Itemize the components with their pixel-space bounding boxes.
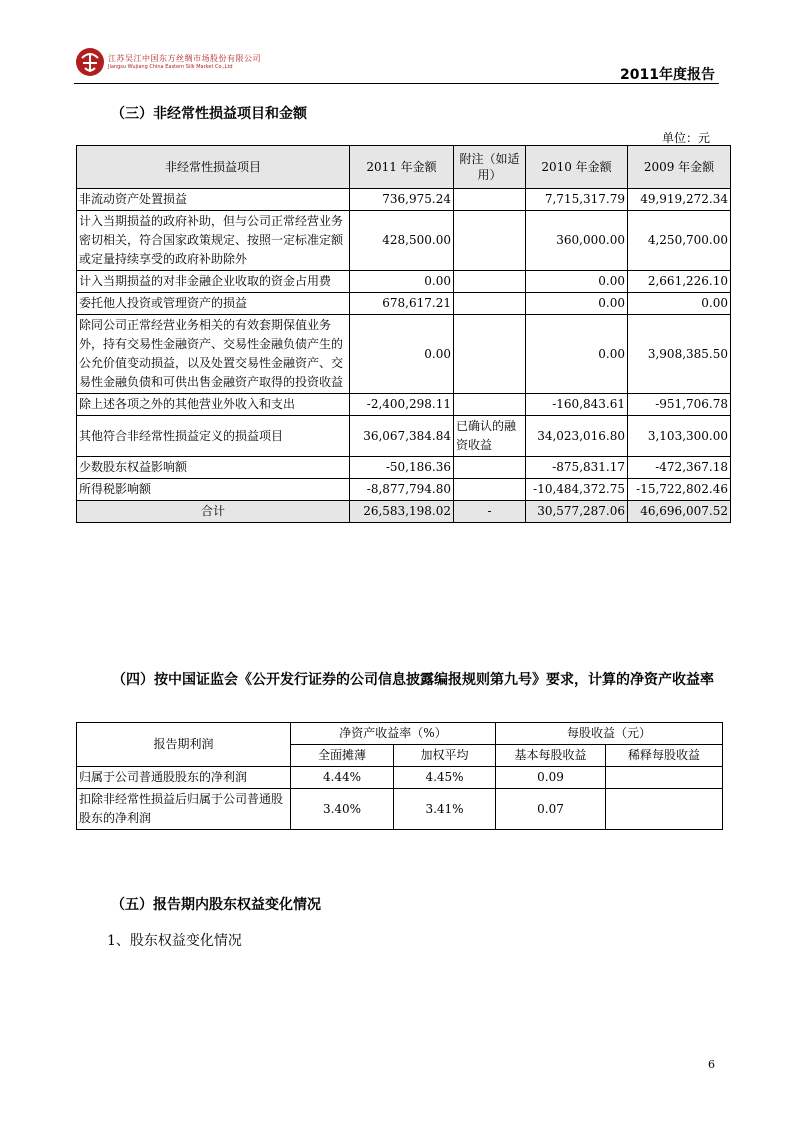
col-header-2009: 2009 年金额 [628, 146, 731, 189]
nonrecurring-items-table [76, 145, 731, 523]
value-2010: 0.00 [526, 271, 628, 293]
row-item: 非流动资产处置损益 [77, 189, 350, 211]
roe-header-row [77, 723, 723, 745]
value-2010: 0.00 [526, 315, 628, 394]
value-full-dilution: 3.40% [291, 789, 394, 830]
page-number: 6 [708, 1058, 715, 1071]
value-2009: 2,661,226.10 [628, 271, 731, 293]
value-2010: -10,484,372.75 [526, 479, 628, 501]
head-eps: 每股收益（元） [496, 723, 723, 745]
table-total-row [77, 501, 731, 523]
value-full-dilution: 4.44% [291, 767, 394, 789]
total-2009: 46,696,007.52 [628, 501, 731, 523]
value-2009: -472,367.18 [628, 457, 731, 479]
value-2009: 3,908,385.50 [628, 315, 731, 394]
note [454, 271, 526, 293]
company-name-cn: 江苏吴江中国东方丝绸市场股份有限公司 [108, 54, 261, 63]
value-2011: 0.00 [350, 271, 454, 293]
row-item: 所得税影响额 [77, 479, 350, 501]
value-diluted-eps [606, 767, 723, 789]
row-label: 扣除非经常性损益后归属于公司普通股股东的净利润 [77, 789, 291, 830]
report-title: 2011年度报告 [620, 67, 715, 83]
subhead-full-dilution: 全面摊薄 [291, 745, 394, 767]
value-weighted: 4.45% [394, 767, 496, 789]
value-2011: -2,400,298.11 [350, 394, 454, 416]
note [454, 211, 526, 271]
row-item: 除上述各项之外的其他营业外收入和支出 [77, 394, 350, 416]
table-row [77, 211, 731, 271]
table-row [77, 315, 731, 394]
unit-label: 单位：元 [662, 131, 711, 145]
row-item: 委托他人投资或管理资产的损益 [77, 293, 350, 315]
table-row [77, 767, 723, 789]
value-basic-eps: 0.09 [496, 767, 606, 789]
row-item: 其他符合非经常性损益定义的损益项目 [77, 416, 350, 457]
head-roe: 净资产收益率（%） [291, 723, 496, 745]
value-2009: 4,250,700.00 [628, 211, 731, 271]
roe-table [76, 722, 723, 830]
value-2010: 7,715,317.79 [526, 189, 628, 211]
company-logo-icon [74, 46, 106, 78]
value-2009: 49,919,272.34 [628, 189, 731, 211]
table-row [77, 394, 731, 416]
page-header [74, 44, 719, 82]
value-2010: 360,000.00 [526, 211, 628, 271]
table-row [77, 479, 731, 501]
row-item: 少数股东权益影响额 [77, 457, 350, 479]
value-2011: 736,975.24 [350, 189, 454, 211]
company-name-en: Jiangsu Wujiang China Eastern Silk Market Co.,Ltd [108, 64, 233, 70]
table-row [77, 271, 731, 293]
total-2010: 30,577,287.06 [526, 501, 628, 523]
section4-title [76, 668, 721, 693]
value-2011: 36,067,384.84 [350, 416, 454, 457]
subhead-weighted: 加权平均 [394, 745, 496, 767]
table-row [77, 789, 723, 830]
value-diluted-eps [606, 789, 723, 830]
value-2009: -15,722,802.46 [628, 479, 731, 501]
value-2010: -875,831.17 [526, 457, 628, 479]
note [454, 394, 526, 416]
value-2011: 678,617.21 [350, 293, 454, 315]
value-2011: 0.00 [350, 315, 454, 394]
value-2011: -50,186.36 [350, 457, 454, 479]
note [454, 189, 526, 211]
row-item: 除同公司正常经营业务相关的有效套期保值业务外，持有交易性金融资产、交易性金融负债产生的公允价值变动损益，以及处置交易性金融资产、交易性金融负债和可供出售金融资产取得的投资收益 [77, 315, 350, 394]
head-period: 报告期利润 [77, 723, 291, 767]
row-label: 归属于公司普通股股东的净利润 [77, 767, 291, 789]
col-header-note: 附注（如适用） [454, 146, 526, 189]
table-header-row [77, 146, 731, 189]
note [454, 293, 526, 315]
value-2010: -160,843.61 [526, 394, 628, 416]
note [454, 315, 526, 394]
col-header-2011: 2011 年金额 [350, 146, 454, 189]
col-header-item: 非经常性损益项目 [77, 146, 350, 189]
section5-title: （五）报告期内股东权益变化情况 [111, 897, 321, 913]
subhead-diluted-eps: 稀释每股收益 [606, 745, 723, 767]
note [454, 457, 526, 479]
value-2009: 0.00 [628, 293, 731, 315]
value-2011: 428,500.00 [350, 211, 454, 271]
header-divider [74, 83, 719, 84]
value-2011: -8,877,794.80 [350, 479, 454, 501]
table-row [77, 416, 731, 457]
subhead-basic-eps: 基本每股收益 [496, 745, 606, 767]
row-item: 计入当期损益的政府补助，但与公司正常经营业务密切相关，符合国家政策规定、按照一定标准定额或定量持续享受的政府补助除外 [77, 211, 350, 271]
row-item: 计入当期损益的对非金融企业收取的资金占用费 [77, 271, 350, 293]
total-label: 合计 [77, 501, 350, 523]
value-weighted: 3.41% [394, 789, 496, 830]
table-row [77, 457, 731, 479]
section3-title: （三）非经常性损益项目和金额 [111, 106, 307, 122]
total-note: - [454, 501, 526, 523]
value-2009: -951,706.78 [628, 394, 731, 416]
note [454, 479, 526, 501]
value-2010: 34,023,016.80 [526, 416, 628, 457]
total-2011: 26,583,198.02 [350, 501, 454, 523]
value-basic-eps: 0.07 [496, 789, 606, 830]
value-2010: 0.00 [526, 293, 628, 315]
section4-title-text: （四）按中国证监会《公开发行证券的公司信息披露编报规则第九号》要求，计算的净资产收益率 [112, 672, 714, 688]
note: 已确认的融资收益 [454, 416, 526, 457]
col-header-2010: 2010 年金额 [526, 146, 628, 189]
table-row [77, 293, 731, 315]
section5-subtitle: 1、股东权益变化情况 [107, 933, 242, 949]
table-row [77, 189, 731, 211]
value-2009: 3,103,300.00 [628, 416, 731, 457]
